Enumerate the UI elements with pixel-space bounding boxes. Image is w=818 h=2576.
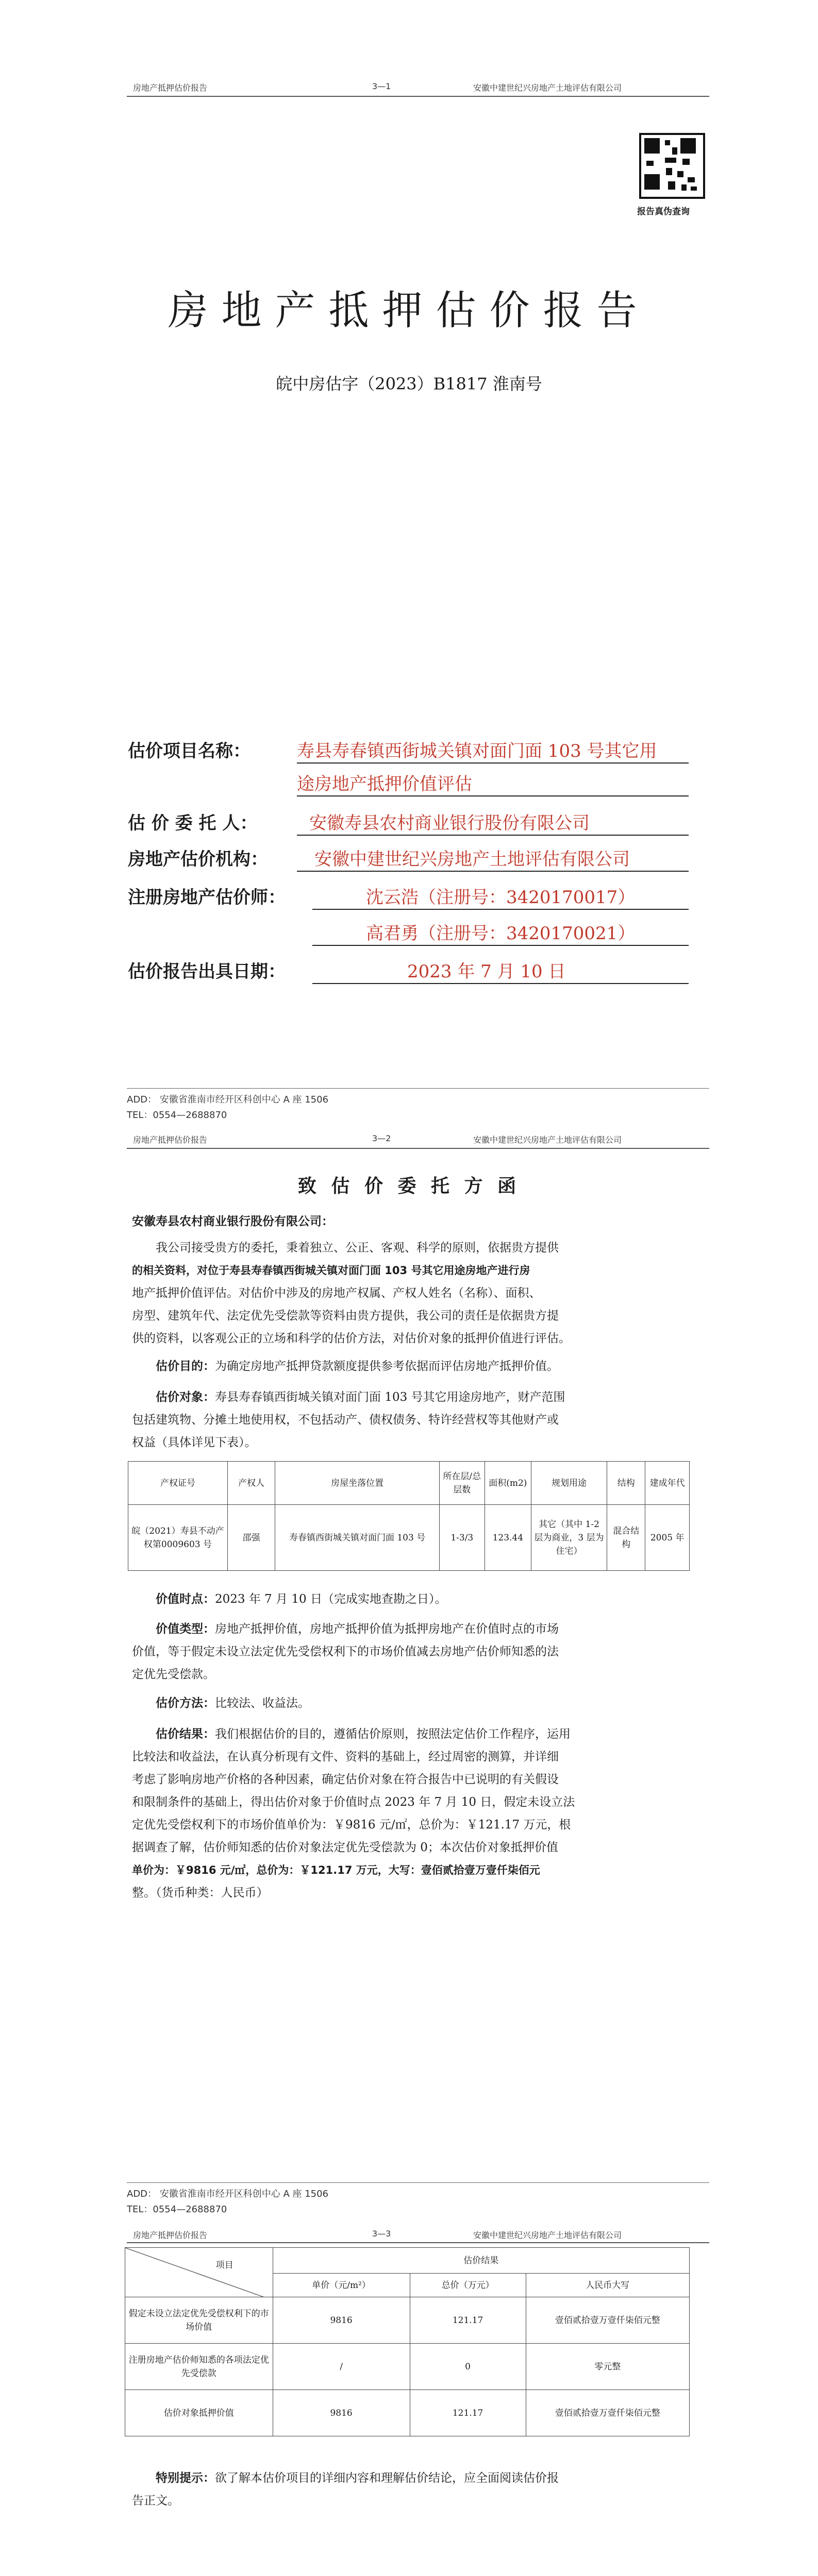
property-table: 产权证号 产权人 房屋坐落位置 所在层/总层数 面积(m2) 规划用途 结构 建成年代 皖（2021）寿县不动产权第0009603 号 邵强 寿春镇西街城关镇对面门面 103 号 1-3/3 123.44 其它（其中 1-2 层为商业，3 层为住宅） 混合结构 2005 年 — [128, 1461, 690, 1571]
result-section: 估价结果：我们根据估价的目的，遵循估价原则，按照法定估价工作程序，运用 比较法和收益法，在认真分析现有文件、资料的基础上，经过周密的测算，并详细 考虑了影响房地产价格的各种因素，确定估价对象在符合报告中已说明的有关假设 和限制条件的基础上，得出估价对象于价值时点 2023 年 7 月 10 日，假定未设立法 定优先受偿权利下的市场价值单价为：￥9816 元/㎡，总价为：￥121.17 万元，根 据调查了解，估价师知悉的估价对象法定优先受偿款为 0；本次估价对象抵押价值 单价为：￥9816 元/㎡，总价为：￥121.17 万元，大写：壹佰贰拾壹万壹仟柒佰元 整。（货币种类：人民币） — [132, 1727, 575, 1900]
value-project-name: 寿县寿春镇西街城关镇对面门面 103 号其它用 — [297, 741, 657, 761]
value-date-section: 价值时点：2023 年 7 月 10 日（完成实地查勘之日）。 — [156, 1592, 447, 1606]
page-header-title: 房地产抵押估价报告 — [133, 1135, 208, 1145]
table-row: 假定未设立法定优先受偿权利下的市场价值 9816 121.17 壹佰贰拾壹万壹仟柒佰元整 — [125, 2297, 690, 2344]
letter-title: 致 估 价 委 托 方 函 — [297, 1176, 521, 1197]
report-number: 皖中房估字（2023）B1817 淮南号 — [276, 374, 542, 394]
qr-caption: 报告真伪查询 — [637, 207, 690, 217]
method-section: 估价方法：比较法、收益法。 — [156, 1697, 310, 1710]
table-row: 估价对象抵押价值 9816 121.17 壹佰贰拾壹万壹仟柒佰元整 — [125, 2390, 690, 2436]
page-number: 3—1 — [372, 81, 391, 91]
page-number: 3—2 — [372, 1133, 391, 1143]
value-issue-date: 2023 年 7 月 10 日 — [407, 961, 566, 982]
diagonal-line — [125, 2248, 264, 2297]
letter-recipient: 安徽寿县农村商业银行股份有限公司： — [132, 1215, 333, 1228]
label-appraisers: 注册房地产估价师： — [128, 887, 286, 908]
value-appraiser-1: 沈云浩（注册号：3420170017） — [366, 887, 636, 908]
footer-address: ADD： 安徽省淮南市经开区科创中心 A 座 1506 — [127, 1094, 329, 1105]
letter-intro: 我公司接受贵方的委托，秉着独立、公正、客观、科学的原则，依据贵方提供 的相关资料，对位于寿县寿春镇西街城关镇对面门面 103 号其它用途房地产进行房 地产抵押价值评估。对估价中涉及的房地产权属、产权人姓名（名称）、面积、 房型、建筑年代、法定优先受偿款等资料由贵方提供，我公司的责任是依据贵方提 供的资料，以客观公正的立场和科学的估价方法，对估价对象的抵押价值进行评估。 — [132, 1241, 571, 1345]
footer-address: ADD： 安徽省淮南市经开区科创中心 A 座 1506 — [127, 2189, 329, 2199]
result-table: 项目 估价结果 单价（元/m²） 总价（万元） 人民币大写 假定未设立法定优先受偿权利下的市场价值 9816 121.17 壹佰贰拾壹万壹仟柒佰元整 注册房地产估价师知悉的各项法定优先受偿款 / 0 零元整 估价对象抵押价值 9816 121.17 壹佰贰拾壹万壹仟柒佰元整 — [125, 2247, 690, 2436]
label-agency: 房地产估价机构： — [128, 849, 268, 870]
page-number: 3—3 — [372, 2229, 391, 2239]
special-note: 特别提示：欲了解本估价项目的详细内容和理解估价结论，应全面阅读估价报 告正文。 — [132, 2471, 559, 2507]
page-header-title: 房地产抵押估价报告 — [133, 2230, 208, 2240]
footer-tel: TEL：0554—2688870 — [127, 1110, 227, 1121]
value-agency: 安徽中建世纪兴房地产土地评估有限公司 — [314, 849, 630, 870]
page-header-company: 安徽中建世纪兴房地产土地评估有限公司 — [473, 83, 622, 93]
object-section: 估价对象：寿县寿春镇西街城关镇对面门面 103 号其它用途房地产，财产范围 包括建筑物、分摊土地使用权，不包括动产、债权债务、特许经营权等其他财产或 权益（具体详见下表）。 — [132, 1391, 565, 1449]
page-header-company: 安徽中建世纪兴房地产土地评估有限公司 — [473, 2230, 622, 2240]
value-type-section: 价值类型：房地产抵押价值，房地产抵押价值为抵押房地产在价值时点的市场 价值，等于假定未设立法定优先受偿权利下的市场价值减去房地产估价师知悉的法 定优先受偿款。 — [132, 1622, 559, 1681]
value-appraiser-2: 高君勇（注册号：3420170021） — [366, 923, 636, 944]
table-corner-cell: 项目 — [125, 2248, 273, 2297]
page-header-title: 房地产抵押估价报告 — [133, 83, 208, 93]
qr-code-icon[interactable] — [639, 133, 705, 199]
label-client: 估 价 委 托 人： — [128, 813, 258, 834]
table-row: 注册房地产估价师知悉的各项法定优先受偿款 / 0 零元整 — [125, 2344, 690, 2390]
value-project-name-2: 途房地产抵押价值评估 — [297, 774, 472, 794]
footer-tel: TEL：0554—2688870 — [127, 2204, 227, 2215]
label-project-name: 估价项目名称： — [128, 741, 251, 761]
label-issue-date: 估价报告出具日期： — [128, 961, 286, 982]
report-title: 房地产抵押估价报告 — [168, 287, 650, 334]
value-client: 安徽寿县农村商业银行股份有限公司 — [309, 813, 590, 834]
table-row: 皖（2021）寿县不动产权第0009603 号 邵强 寿春镇西街城关镇对面门面 103 号 1-3/3 123.44 其它（其中 1-2 层为商业，3 层为住宅） 混合结构 2005 年 — [128, 1505, 690, 1571]
purpose-section: 估价目的：为确定房地产抵押贷款额度提供参考依据而评估房地产抵押价值。 — [156, 1360, 559, 1373]
page-header-company: 安徽中建世纪兴房地产土地评估有限公司 — [473, 1135, 622, 1145]
